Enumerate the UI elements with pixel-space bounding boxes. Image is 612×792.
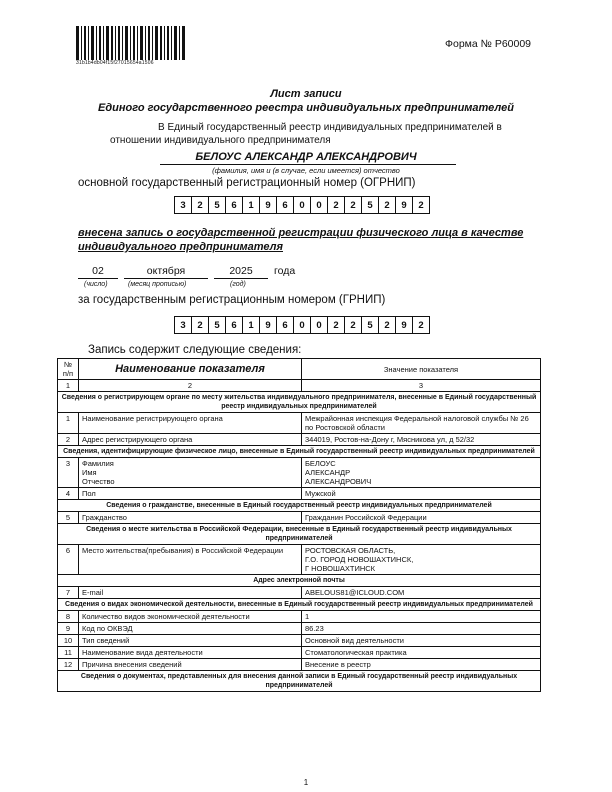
column-header-value: Значение показателя: [302, 359, 541, 380]
grnip-digit: 6: [276, 316, 294, 334]
date-day-hint: (число): [84, 281, 108, 288]
row-number: 4: [58, 488, 79, 500]
section-header: Сведения, идентифицирующие физическое лицо, внесенные в Единый государственный реестр индивидуальных предпринимателей: [58, 446, 541, 458]
document-subtitle: Единого государственного реестра индивидуальных предпринимателей: [98, 102, 514, 114]
column-index: 2: [79, 380, 302, 392]
intro-line-2: отношении индивидуального предпринимателя: [110, 135, 331, 146]
grnip-digit: 0: [310, 316, 328, 334]
row-value: ABELOUS81@ICLOUD.COM: [302, 587, 541, 599]
ogrnip-digit: 0: [293, 196, 311, 214]
ogrnip-label: основной государственный регистрационный номер (ОГРНИП): [78, 177, 416, 189]
row-value-line: БЕЛОУС: [305, 459, 336, 468]
ogrnip-digit: 9: [395, 196, 413, 214]
table-row: [58, 545, 541, 575]
row-value: Основной вид деятельности: [302, 635, 541, 647]
table-row: [58, 413, 541, 434]
ogrnip-digit: 1: [242, 196, 260, 214]
row-number: 3: [58, 458, 79, 488]
table-row: [58, 635, 541, 647]
row-number: 11: [58, 647, 79, 659]
row-value: [302, 545, 541, 575]
grnip-digit: 5: [361, 316, 379, 334]
row-number: 8: [58, 611, 79, 623]
row-number: 2: [58, 434, 79, 446]
row-name-line: Фамилия: [82, 459, 114, 468]
table-row: [58, 659, 541, 671]
section-header: Сведения о видах экономической деятельности, внесенные в Единый государственный реестр индивидуальных предпринимателей: [58, 599, 541, 611]
date-month-hint: (месяц прописью): [128, 281, 187, 288]
row-number: 7: [58, 587, 79, 599]
table-header-row: [58, 359, 541, 380]
section-header: Сведения о документах, представленных для внесения данной записи в Единый государственный реестр индивидуальных предпринимателей: [58, 671, 541, 692]
row-number: 5: [58, 512, 79, 524]
table-row: [58, 512, 541, 524]
date-year-hint: (год): [230, 281, 246, 288]
entrepreneur-name: БЕЛОУС АЛЕКСАНДР АЛЕКСАНДРОВИЧ: [195, 151, 417, 163]
row-name: E-mail: [79, 587, 302, 599]
section-header: Сведения о месте жительства в Российской Федерации, внесенные в Единый государственный реестр индивидуальных предпринимателей: [58, 524, 541, 545]
row-name: Код по ОКВЭД: [79, 623, 302, 635]
ogrnip-digit: 2: [412, 196, 430, 214]
name-underline: [160, 164, 456, 165]
table-row: [58, 587, 541, 599]
row-number: 12: [58, 659, 79, 671]
row-name: Наименование вида деятельности: [79, 647, 302, 659]
row-name-line: Отчество: [82, 477, 115, 486]
row-value-line: РОСТОВСКАЯ ОБЛАСТЬ,: [305, 546, 396, 555]
ogrnip-digit: 6: [276, 196, 294, 214]
grnip-digit: 9: [259, 316, 277, 334]
ogrnip-digits: [174, 196, 429, 214]
column-header-number: № п/п: [58, 359, 79, 380]
table-row: [58, 611, 541, 623]
row-number: 10: [58, 635, 79, 647]
grnip-digit: 1: [242, 316, 260, 334]
column-index: 3: [302, 380, 541, 392]
column-header-name: Наименование показателя: [79, 359, 302, 380]
row-value: 86.23: [302, 623, 541, 635]
page-number: 1: [303, 778, 309, 787]
grnip-digit: 9: [395, 316, 413, 334]
record-action: внесена запись о государственной регистрации физического лица в качестве индивидуального предпринимателя: [78, 227, 524, 253]
row-value-line: АЛЕКСАНДРОВИЧ: [305, 477, 372, 486]
row-number: 6: [58, 545, 79, 575]
row-name: [79, 458, 302, 488]
table-row: [58, 488, 541, 500]
ogrnip-digit: 5: [208, 196, 226, 214]
row-value: 344019, Ростов-на-Дону г, Мясникова ул, д 52/32: [302, 434, 541, 446]
row-value: [302, 458, 541, 488]
barcode: [76, 26, 186, 60]
row-name: Тип сведений: [79, 635, 302, 647]
row-number: 1: [58, 413, 79, 434]
document-title: Лист записи: [270, 88, 342, 100]
grnip-digit: 2: [412, 316, 430, 334]
date-month: октября: [124, 265, 208, 279]
grnip-digit: 5: [208, 316, 226, 334]
row-value-line: АЛЕКСАНДР: [305, 468, 351, 477]
ogrnip-digit: 5: [361, 196, 379, 214]
intro-line-1: В Единый государственный реестр индивидуальных предпринимателей в: [158, 122, 502, 133]
row-value: Внесение в реестр: [302, 659, 541, 671]
column-index: 1: [58, 380, 79, 392]
row-name: Причина внесения сведений: [79, 659, 302, 671]
table-intro: Запись содержит следующие сведения:: [88, 344, 302, 356]
form-number: Форма № Р60009: [445, 38, 532, 50]
ogrnip-digit: 2: [191, 196, 209, 214]
date-suffix: года: [274, 265, 296, 277]
section-header: Сведения о регистрирующем органе по месту жительства индивидуального предпринимателя, внесенные в Единый государственный реестр индивидуальных предпринимателей: [58, 392, 541, 413]
date-year: 2025: [214, 265, 268, 279]
row-name: Количество видов экономической деятельности: [79, 611, 302, 623]
table-row: [58, 434, 541, 446]
table-index-row: [58, 380, 541, 392]
table-row: [58, 458, 541, 488]
row-value: Межрайонная инспекция Федеральной налоговой службы № 26 по Ростовской области: [302, 413, 541, 434]
ogrnip-digit: 2: [344, 196, 362, 214]
row-value: Мужской: [302, 488, 541, 500]
table-row: [58, 647, 541, 659]
grnip-digit: 3: [174, 316, 192, 334]
grnip-digit: 2: [191, 316, 209, 334]
ogrnip-digit: 0: [310, 196, 328, 214]
grnip-digits: [174, 316, 429, 334]
table-row: [58, 623, 541, 635]
row-name: Адрес регистрирующего органа: [79, 434, 302, 446]
ogrnip-digit: 2: [378, 196, 396, 214]
row-value: 1: [302, 611, 541, 623]
row-value-line: Г НОВОШАХТИНСК: [305, 564, 376, 573]
record-date: [78, 265, 338, 295]
ogrnip-digit: 2: [327, 196, 345, 214]
row-name: Место жительства(пребывания) в Российской Федерации: [79, 545, 302, 575]
records-table: [57, 358, 541, 692]
grnip-digit: 2: [327, 316, 345, 334]
grnip-label: за государственным регистрационным номером (ГРНИП): [78, 294, 386, 306]
row-value: Гражданин Российской Федерации: [302, 512, 541, 524]
barcode-text: 31b1b4db04f15f27015654a1506: [76, 60, 154, 66]
grnip-digit: 6: [225, 316, 243, 334]
row-name-line: Имя: [82, 468, 97, 477]
date-day: 02: [78, 265, 118, 279]
row-value-line: Г.О. ГОРОД НОВОШАХТИНСК,: [305, 555, 414, 564]
row-name: Наименование регистрирующего органа: [79, 413, 302, 434]
row-name: Пол: [79, 488, 302, 500]
row-number: 9: [58, 623, 79, 635]
grnip-digit: 2: [344, 316, 362, 334]
grnip-digit: 0: [293, 316, 311, 334]
row-name: Гражданство: [79, 512, 302, 524]
name-hint: (фамилия, имя и (в случае, если имеется) отчество: [212, 166, 400, 175]
ogrnip-digit: 9: [259, 196, 277, 214]
section-header: Адрес электронной почты: [58, 575, 541, 587]
grnip-digit: 2: [378, 316, 396, 334]
ogrnip-digit: 6: [225, 196, 243, 214]
ogrnip-digit: 3: [174, 196, 192, 214]
row-value: Стоматологическая практика: [302, 647, 541, 659]
section-header: Сведения о гражданстве, внесенные в Единый государственный реестр индивидуальных предпринимателей: [58, 500, 541, 512]
